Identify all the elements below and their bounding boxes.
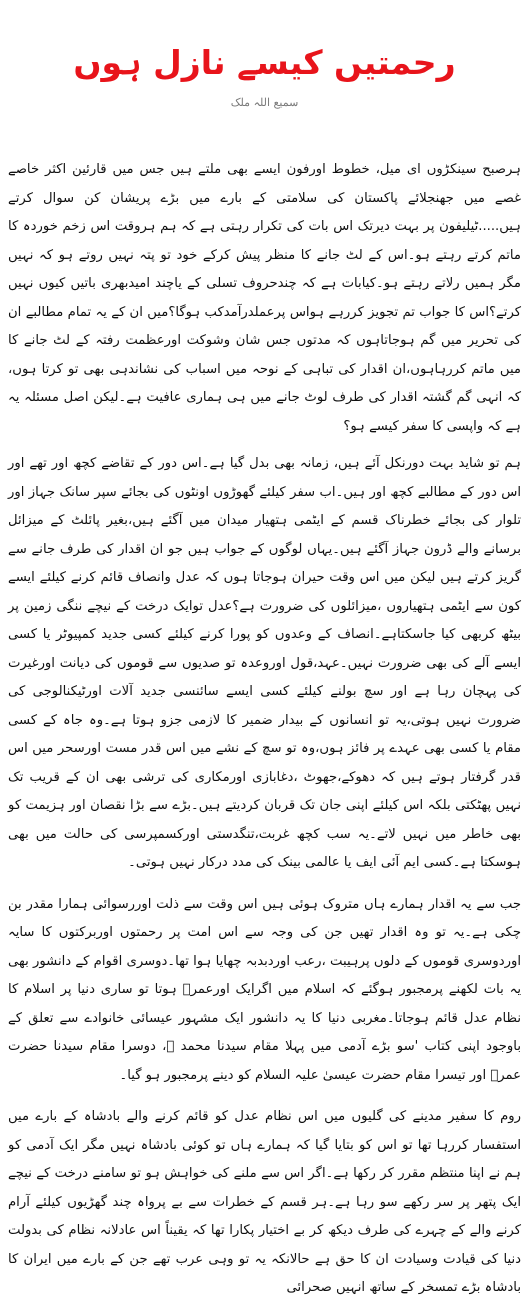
article-paragraph: ہرصبح سینکڑوں ای میل، خطوط اورفون ایسے بھی ملتے ہیں جس میں قارئین اکثر خاصے غصے میں جھنجلائے پاکستان کی سلامتی کے بارے میں بڑے پریشان کن سوال کرتے ہیں.....ٹیلیفون پر بہت دیرتک اس بات کی تکرار رہتی ہے کہ ہم ہروقت اس زخم خوردہ کا ماتم کرتے رہتے ہو۔اس کے لٹ جانے کا منظر پیش کرکے خود تو پتہ نہیں روتے ہو کہ نہیں مگر ہمیں رلاتے رہتے ہو۔کیابات ہے کہ چندحروف تسلی کے یاچند امیدبھری باتیں کیوں نہیں کرتے؟اس کا جواب تم تجویز کررہے ہواس پرعملدرآمدکب ہوگا؟میں ان کے یہ تمام مطالبے ان کی تحریر میں گم ہوجاتاہوں کہ مدتوں جس شان وشوکت اورعظمت رفتہ کے لٹ جانے کا میں ماتم کررہاہوں،ان اقدار کی تباہی کے نوحہ میں اسباب کی نشاندہی بھی تو کرتا ہوں، کہ انہی گم گشتہ اقدار کی طرف لوٹ جانے میں ہی ہماری عافیت ہے۔لیکن اصل مسئلہ یہ ہے کہ واپسی کا سفر کیسے ہو؟	[8, 162, 521, 434]
article-body	[8, 156, 521, 1303]
author-byline: سمیع اللہ ملک	[230, 96, 299, 109]
article-paragraph: روم کا سفیر مدینے کی گلیوں میں اس نظام عدل کو قائم کرنے والے بادشاہ کے بارے میں استفسار کررہا تھا تو اس کو بتایا گیا کہ ہمارے ہاں تو کوئی بادشاہ نہیں مگر ایک آدمی کو ہم نے اپنا منتظم مقرر کر رکھا ہے۔اگر اس سے ملنے کی خواہش ہو تو سامنے درخت کے نیچے ایک پتھر پر سر رکھے سو رہا ہے۔ہر قسم کے خطرات سے بے پرواہ چند گھڑیوں کیلئے آرام کرنے والے کے چہرے کی طرف دیکھ کر بے اختیار پکارا تھا کہ یقیناً اس عادلانہ نظام کی بدولت دنیا کی قیادت وسیادت ان کا حق ہے حالانکہ یہ تو وہی عرب تھے جن کے بارے میں ایران کا بادشاہ بڑے تمسخر کے ساتھ انہیں صحرائی	[8, 1109, 521, 1295]
article-paragraph: جب سے یہ اقدار ہمارے ہاں متروک ہوئی ہیں اس وقت سے ذلت اوررسوائی ہمارا مقدر بن چکی ہے۔یہ تو وہ اقدار تھیں جن کی وجہ سے اس امت پر رحمتوں اوربرکتوں کا سایہ اوردوسری قوموں کے دلوں پرہیبت ،رعب اوردبدبہ چھایا ہوا تھا۔دوسری اقوام کے دانشور بھی یہ بات لکھنے پرمجبور ہوگئے کہ اسلام میں اگرایک اورعمرؓ ہوتا تو ساری دنیا پر اسلام کا نظام عدل قائم ہوجاتا۔مغربی دنیا کا یہ دانشور ایک مشہور عیسائی خانوادے سے تعلق کے باوجود اپنی کتاب 'سو بڑے آدمی میں پہلا مقام سیدنا محمد ﷺ، دوسرا مقام سیدنا حضرت عمرؓ اور تیسرا مقام حضرت عیسیٰ علیہ السلام کو دینے پرمجبور ہو گیا۔	[8, 896, 521, 1083]
article-paragraph: ہم تو شاید بہت دورنکل آئے ہیں، زمانہ بھی بدل گیا ہے۔اس دور کے تقاضے کچھ اور تھے اور اس دور کے مطالبے کچھ اور ہیں۔اب سفر کیلئے گھوڑوں اونٹوں کی بجائے سپر سانک جہاز اور تلوار کی بجائے خطرناک قسم کے ایٹمی ہتھیار میدان میں آگئے ہیں،بغیر پائلٹ کے میزائل برسانے والے ڈرون جہاز آگئے ہیں۔یہاں لوگوں کے جواب ہیں جو ان اقدار کی طرف جانے سے گریز کرتے ہیں لیکن میں اس وقت حیران ہوجاتا ہوں کہ عدل وانصاف قائم کرنے کیلئے ایسے کون سے ایٹمی ہتھیاروں ،میزائلوں کی ضرورت ہے؟عدل توایک درخت کے نیچے ننگی زمین پر بیٹھ کربھی کیا جاسکتاہے۔انصاف کے وعدوں کو پورا کرنے کیلئے کسی جدید کمپیوٹر یا کسی ایسے آلے کی بھی ضرورت نہیں۔عہد،قول اوروعدہ تو صدیوں سے قوموں کی دیانت اورغیرت کی پہچان رہا ہے اور سچ بولنے کیلئے کسی ایسے سائنسی جدید آلات اورٹیکنالوجی کی ضرورت نہیں ہوتی،یہ تو انسانوں کے بیدار ضمیر کا لازمی جزو ہوتا ہے۔وہ جاہ کے کسی مقام یا کسی بھی عہدے پر فائز ہوں،وہ تو سچ کے نشے میں اس قدر مست اورسحر میں اس قدر گرفتار ہوتے ہیں کہ دھوکے،جھوٹ ،دغابازی اورمکاری کی ترشی بھی ان کے قریب تک نہیں پھٹکتی بلکہ اس کیلئے اپنی جان تک قربان کردیتے ہیں۔بڑے سے بڑا نقصان اور ہزیمت کو بھی خاطر میں نہیں لاتے۔یہ سب کچھ غربت،تنگدستی اورکسمپرسی کی حالت میں بھی ہوسکتا ہے۔کسی ایم آئی ایف یا عالمی بینک کی مدد درکار نہیں ہوتی۔	[8, 456, 521, 870]
article-title: رحمتیں کیسے نازل ہوں	[73, 43, 456, 82]
